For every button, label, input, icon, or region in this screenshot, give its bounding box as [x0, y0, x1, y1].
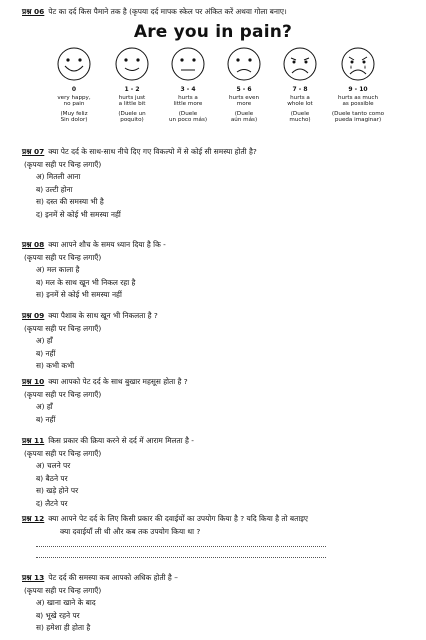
- option[interactable]: द) इनमें से कोई भी समस्या नहीं: [36, 209, 121, 219]
- pain-face-5-6: [216, 46, 272, 124]
- question-number: प्रश्न 10: [22, 377, 45, 386]
- question-13: [22, 572, 417, 635]
- option[interactable]: स) खड़े होने पर: [36, 486, 79, 496]
- pain-label-en: whole lot: [287, 101, 313, 108]
- pain-score: 1 - 2: [124, 86, 140, 93]
- question-number: प्रश्न 07: [22, 147, 45, 156]
- pain-label-es: (Duele un: [118, 110, 146, 117]
- pain-label-en: no pain: [63, 101, 85, 108]
- question-text: किस प्रकार की क्रिया करने से दर्द में आराम मिलता है -: [48, 436, 194, 445]
- crying-face-icon: [340, 46, 376, 82]
- instruction: (कृपया सही पर चिन्ह लगाएँ): [24, 585, 102, 595]
- neutral-face-icon: [170, 46, 206, 82]
- pain-label-es: aún más): [230, 117, 258, 124]
- pain-label-en: hurts a: [178, 94, 198, 101]
- question-text-continued: क्या दवाईयाँ ली थी और कब तक उपयोग किया था ?: [60, 526, 201, 536]
- pain-label-en: little more: [173, 101, 203, 108]
- option[interactable]: ब) भूखे रहने पर: [36, 610, 80, 620]
- slight-frown-face-icon: [226, 46, 262, 82]
- pain-label-en: very happy,: [57, 94, 91, 101]
- question-text: क्या आपने पेट दर्द के लिए किसी प्रकार की दवाईयों का उपयोग किया है ? यदि किया है तो बताइए: [48, 514, 308, 523]
- pain-label-en: hurts as much: [337, 94, 378, 101]
- question-number: प्रश्न 12: [22, 514, 45, 523]
- pain-label-es: (Muy feliz: [60, 110, 88, 117]
- option[interactable]: अ) चलने पर: [36, 461, 71, 471]
- option[interactable]: स) दस्त की समस्या भी है: [36, 197, 104, 207]
- pain-face-1-2: [104, 46, 160, 124]
- pain-label-en: hurts just: [118, 94, 146, 101]
- pain-score: 9 - 10: [348, 86, 368, 93]
- slight-smile-face-icon: [114, 46, 150, 82]
- pain-label-en: hurts even: [228, 94, 259, 101]
- option[interactable]: द) लैटने पर: [36, 498, 68, 508]
- option[interactable]: अ) हाँ: [36, 402, 53, 412]
- question-07: [22, 146, 417, 222]
- pain-label-es: pueda imaginar): [334, 117, 382, 124]
- question-10: [22, 376, 417, 426]
- pain-label-en: as possible: [342, 101, 374, 108]
- question-text: क्या आपने शौच के समय ध्यान दिया है कि -: [48, 240, 166, 249]
- pain-label-es: (Duele: [234, 110, 254, 117]
- pain-scale: [52, 46, 385, 146]
- pain-face-0: [46, 46, 102, 124]
- pain-label-en: a little bit: [118, 101, 146, 108]
- pain-label-es: Sin dolor): [60, 117, 88, 124]
- option[interactable]: अ) मल काला है: [36, 265, 80, 275]
- option[interactable]: ब) बैठने पर: [36, 473, 68, 483]
- option[interactable]: स) कभी कभी: [36, 361, 75, 371]
- question-11: [22, 435, 417, 511]
- question-08: [22, 239, 417, 302]
- pain-score: 5 - 6: [236, 86, 252, 93]
- instruction: (कृपया सही पर चिन्ह लगाएँ): [24, 252, 102, 262]
- option[interactable]: स) हमेशा ही होता है: [36, 623, 91, 633]
- question-number: प्रश्न 11: [22, 436, 45, 445]
- pain-score: 0: [71, 86, 77, 93]
- pain-label-es: (Duele: [290, 110, 310, 117]
- question-09: [22, 310, 417, 373]
- instruction: (कृपया सही पर चिन्ह लगाएँ): [24, 159, 102, 169]
- pain-score: 7 - 8: [292, 86, 308, 93]
- pain-label-es: poquito): [120, 117, 144, 124]
- pain-score: 3 - 4: [180, 86, 196, 93]
- option[interactable]: अ) मितली आना: [36, 172, 81, 182]
- instruction: (कृपया सही पर चिन्ह लगाएँ): [24, 323, 102, 333]
- question-text: क्या पेट दर्द के साथ-साथ नीचे दिए गए विकल्पो में से कोई सी समस्या होती है?: [48, 147, 257, 156]
- pain-face-3-4: [160, 46, 216, 124]
- question-number: प्रश्न 09: [22, 311, 45, 320]
- option[interactable]: ब) नहीं: [36, 348, 56, 358]
- pain-face-7-8: [272, 46, 328, 124]
- very-happy-face-icon: [56, 46, 92, 82]
- question-text: पेट का दर्द किस पैमाने तक है (कृपया दर्द मापक स्केल पर अंकित करें अथवा गोला बनाए।: [48, 7, 287, 16]
- option[interactable]: अ) हाँ: [36, 336, 53, 346]
- answer-line[interactable]: [36, 557, 326, 558]
- question-12: [22, 513, 417, 558]
- instruction: (कृपया सही पर चिन्ह लगाएँ): [24, 389, 102, 399]
- pain-label-es: mucho): [289, 117, 311, 124]
- pain-label-en: more: [236, 101, 252, 108]
- question-text: क्या पैशाब के साथ खून भी निकलता है ?: [48, 311, 158, 320]
- pain-scale-title: Are you in pain?: [133, 22, 293, 42]
- pain-label-en: hurts a: [290, 94, 310, 101]
- question-number: प्रश्न 06: [22, 7, 45, 16]
- pain-label-es: (Duele tanto como: [331, 110, 385, 117]
- option[interactable]: ब) उल्टी होना: [36, 184, 73, 194]
- question-text: पेट दर्द की समस्या कब आपको अधिक होती है –: [48, 573, 178, 582]
- answer-line[interactable]: [36, 546, 326, 547]
- question-06: [22, 6, 417, 19]
- question-number: प्रश्न 08: [22, 240, 45, 249]
- option[interactable]: ब) नहीं: [36, 414, 56, 424]
- pain-label-es: un poco más): [168, 117, 208, 124]
- option[interactable]: स) इनमें से कोई भी समस्या नहीं: [36, 290, 122, 300]
- instruction: (कृपया सही पर चिन्ह लगाएँ): [24, 448, 102, 458]
- pain-label-es: (Duele: [178, 110, 198, 117]
- option[interactable]: ब) मल के साथ खून भी निकल रहा है: [36, 277, 136, 287]
- sad-face-icon: [282, 46, 318, 82]
- option[interactable]: अ) खाना खाने के बाद: [36, 598, 96, 608]
- question-text: क्या आपको पेट दर्द के साथ बुखार महसूस होता है ?: [48, 377, 188, 386]
- question-number: प्रश्न 13: [22, 573, 45, 582]
- pain-face-9-10: [328, 46, 388, 124]
